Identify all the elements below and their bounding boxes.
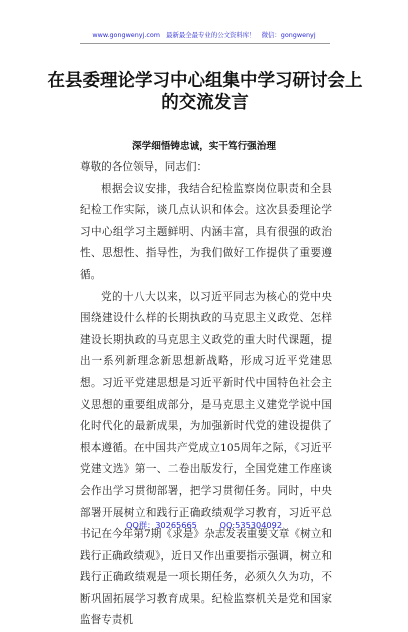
qq-contact: QQ:535304092 <box>219 520 283 530</box>
document-subtitle: 深学细悟铸忠诚，实干笃行强治理 <box>132 141 276 152</box>
document-title: 在县委理论学习中心组集中学习研讨会上的交流发言 <box>47 71 363 113</box>
header-divider <box>80 43 330 44</box>
greeting-line: 尊敬的各位领导，同志们： <box>80 161 208 173</box>
body-paragraph: 党的十八大以来，以习近平同志为核心的党中央围绕建设什么样的长期执政的马克思主义政党、怎样建设长期执政的马克思主义政党的重大时代课题，提出一系列新理念新思想新战略，形成习近平党建思想。习近平党建思想是习近平新时代中国特色社会主义思想的重要组成部分，是马克思主义建党学说中国化时代化的最新成果，为加强新时代党的建设提供了根本遵循。在中国共产党成立105周年之际，《习近平党建文选》第一、二卷出版发行，全国党建工作座谈会作出学习贯彻部署，把学习贯彻任务。同时，中央部署开展树立和践行正确政绩观学习教育，习近平总书记在今年第7期《求是》杂志发表重要文章《树立和践行正确政绩观》，近日又作出重要指示强调，树立和践行正确政绩观是一项长期任务，必须久久为功，不断巩固拓展学习教育成果。纪检监察机关是党和国家监督专责机 <box>80 290 332 627</box>
site-url-link[interactable]: www.gongwenyj.com <box>92 31 161 39</box>
wechat-contact: 微信：gongwenyj <box>261 31 316 39</box>
page-footer <box>0 520 408 531</box>
document-body <box>80 157 332 632</box>
body-paragraph: 根据会议安排，我结合纪检监察岗位职责和全县纪检工作实际，谈几点认识和体会。这次县委理论学习中心组学习主题鲜明、内涵丰富，具有很强的政治性、思想性、指导性，为我们做好工作提供了重要遵循。 <box>80 182 332 281</box>
page-header <box>0 30 408 39</box>
site-slogan: 最新最全最专业的公文资料库！ <box>166 31 256 39</box>
qq-group-contact: QQ群：30265665 <box>125 520 197 530</box>
